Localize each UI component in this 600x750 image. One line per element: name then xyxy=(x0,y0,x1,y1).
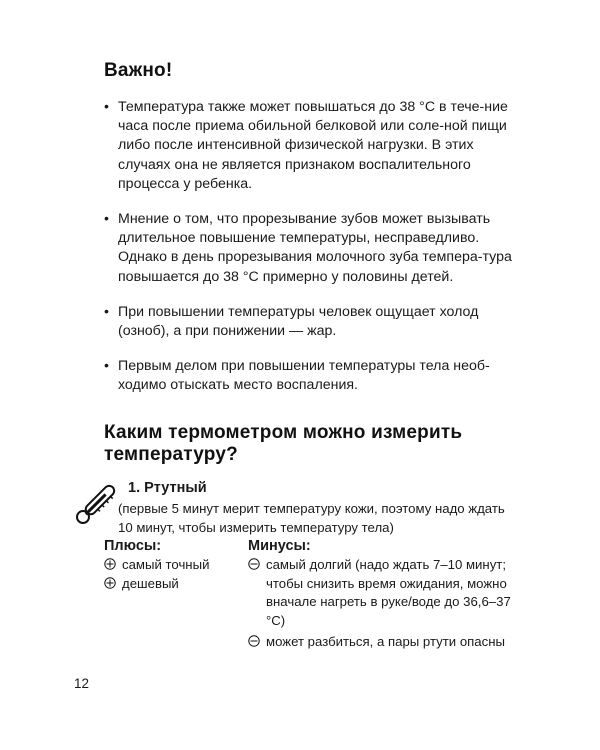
list-item xyxy=(248,633,528,652)
thermometer-type-title: 1. Ртутный xyxy=(128,480,207,496)
list-item xyxy=(104,303,524,341)
page-number: 12 xyxy=(74,676,90,691)
plus-circle-icon xyxy=(104,558,116,570)
bullet-icon: • xyxy=(104,358,109,375)
con-text: самый долгий (надо ждать 7–10 минут; чтобы снизить время ожидания, можно вначале нагреть в руке/воде до 36,6–37 °С) xyxy=(266,557,511,628)
bullet-text: Мнение о том, что прорезывание зубов может вызывать длительное повышение температуры, несправедливо. Однако в день прорезывания молочного зуба темпера-тура повышается до 38 °С примерно у половины детей. xyxy=(118,211,512,285)
list-item xyxy=(104,357,524,395)
bullet-text: Температура также может повышаться до 38 °С в тече-ние часа после приема обильной белковой или соле-ной пищи либо после интенсивной физической нагрузки. В этих случаях она не является признаком воспалительного процесса у ребенка. xyxy=(118,99,508,192)
pros-heading: Плюсы: xyxy=(104,538,162,554)
bullet-text: При повышении температуры человек ощущает холод (озноб), а при понижении — жар. xyxy=(118,303,479,340)
bullet-icon: • xyxy=(104,303,109,320)
list-item xyxy=(104,575,244,594)
minus-circle-icon xyxy=(248,635,260,647)
plus-circle-icon xyxy=(104,577,116,589)
con-text: может разбиться, а пары ртути опасны xyxy=(266,634,505,650)
pro-text: самый точный xyxy=(122,557,210,572)
list-item xyxy=(104,556,244,575)
list-item xyxy=(248,556,528,630)
important-heading: Важно! xyxy=(104,60,173,81)
thermometer-heading: Каким термометром можно измерить температуру? xyxy=(104,422,463,465)
minus-circle-icon xyxy=(248,558,260,570)
thermometer-icon xyxy=(74,482,116,528)
bullet-icon: • xyxy=(104,211,109,228)
important-list xyxy=(104,98,524,412)
list-item xyxy=(104,98,524,194)
bullet-text: Первым делом при повышении температуры тела необ-ходимо отыскать место воспаления. xyxy=(118,358,490,394)
bullet-icon: • xyxy=(104,99,109,115)
pro-text: дешевый xyxy=(122,575,179,591)
pros-list xyxy=(104,556,244,593)
cons-heading: Минусы: xyxy=(248,538,311,554)
cons-list xyxy=(248,556,528,655)
list-item xyxy=(104,210,524,287)
thermometer-type-note: (первые 5 минут мерит температуру кожи, поэтому надо ждать 10 минут, чтобы измерить температуру тела) xyxy=(118,501,505,535)
